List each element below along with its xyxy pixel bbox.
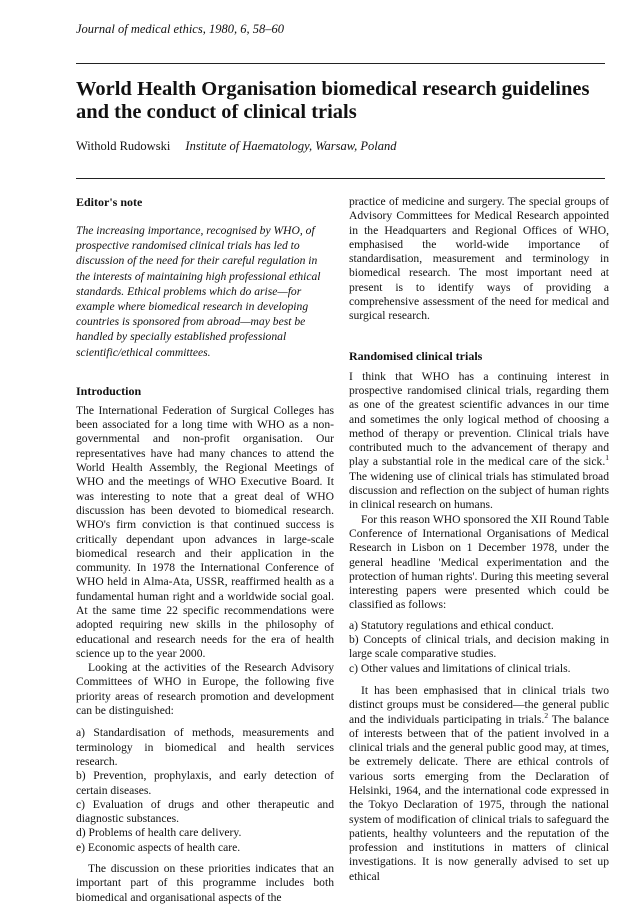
rct-paragraph-3-text-b: The balance of interests between that of the patient involved in a clinical trials and the general public good may, at times, be extremely delicate. There are ethical controls of various sorts emerging from the Declaration of Helsinki, 1964, and the international code expressed in the Tokyo Declaration of 1975, through the national system of modification of clinical trials to safeguard the patients, healthy volunteers and the reputation of the profession and institutions in matters of clinical investigations. It is now generally advised to set up ethical [349, 712, 609, 883]
continuation-paragraph: practice of medicine and surgery. The special groups of Advisory Committees for Medical Research appointed in the Headquarters and Regional Offices of WHO, emphasised the world-wide importance of standardisation, measurement and terminology in biomedical research. The most important need at present is to identify ways of providing a comprehensive assessment of the need for medical and surgical research. [349, 195, 609, 323]
list-item: b) Prevention, prophylaxis, and early detection of certain diseases. [76, 769, 334, 797]
journal-citation: Journal of medical ethics, 1980, 6, 58–60 [76, 22, 284, 36]
introduction-paragraph-2: Looking at the activities of the Research Advisory Committees of WHO in Europe, the following five priority areas of research promotion and development can be distinguished: [76, 661, 334, 718]
randomised-clinical-trials-heading: Randomised clinical trials [349, 348, 483, 363]
author-line [76, 139, 397, 154]
list-item: c) Other values and limitations of clinical trials. [349, 661, 571, 675]
introduction-heading: Introduction [76, 383, 142, 398]
list-item: e) Economic aspects of health care. [76, 840, 241, 854]
list-item: b) Concepts of clinical trials, and decision making in large scale comparative studies. [349, 633, 609, 661]
editors-note-text: The increasing importance, recognised by WHO, of prospective randomised clinical trials has led to discussion of the need for their careful regulation in the interests of maintaining high professional ethical standards. Ethical problems which do arise—for example where biomedical research in developing countries is sponsored from abroad—may best be handled by specially established professional scientific/ethical committees. [76, 224, 321, 359]
introduction-paragraph-3: The discussion on these priorities indicates that an important part of this programme includes both biomedical and organisational aspects of the [76, 862, 334, 904]
list-item: c) Evaluation of drugs and other therapeutic and diagnostic substances. [76, 797, 334, 826]
left-column [76, 195, 334, 905]
list-item: d) Problems of health care delivery. [76, 826, 242, 840]
editors-note-heading: Editor's note [76, 195, 143, 209]
reference-2: 2 [544, 710, 549, 720]
author-name: Withold Rudowski [76, 139, 171, 153]
header-rule [76, 63, 605, 64]
rct-paragraph-1-text-b: The widening use of clinical trials has stimulated broad discussion and reflection on the subject of human rights in clinical research on humans. [349, 469, 609, 512]
title-block-rule [76, 178, 605, 179]
list-item: a) Statutory regulations and ethical conduct. [349, 618, 554, 632]
list-item: a) Standardisation of methods, measurements and terminology in biomedical and health services research. [76, 726, 334, 768]
rct-paragraph-1 [349, 370, 609, 513]
right-column [349, 195, 609, 884]
rct-paragraph-3-text-a: It has been emphasised that in clinical trials two distinct groups must be considered—the general public and the individuals participating in trials. [349, 683, 609, 726]
rct-paragraph-3 [349, 684, 609, 884]
article-title: World Health Organisation biomedical research guidelines and the conduct of clinical trials [76, 78, 590, 123]
rct-paragraph-2: For this reason WHO sponsored the XII Round Table Conference of International Organisations of Medical Research in Lisbon on 1 December 1978, under the general headline 'Medical experimentation and the protection of human rights'. During this meeting several interesting papers were presented which could be classified as follows: [349, 512, 609, 612]
rct-paragraph-1-text-a: I think that WHO has a continuing interest in prospective randomised clinical trials, regarding them as one of the greatest scientific advances in our time and sometimes the only logical method of choosing a method of therapy or prevention. Clinical trials have contributed much to the advancement of therapy and play a substantial role in the medical care of the sick. [349, 369, 609, 469]
introduction-paragraph-1: The International Federation of Surgical Colleges has been associated for a long time with WHO as a non-governmental and non-profit organisation. Our representatives have had many chances to attend the World Health Assembly, the Regional Meetings of WHO and the meetings of WHO Executive Board. It was interesting to note that a great deal of WHO discussion has been devoted to biomedical research. WHO's firm conviction is that continued success is critically dependant upon advances in large-scale biomedical research and their application in the community. In 1978 the International Conference of WHO held in Alma-Ata, USSR, reaffirmed health as a fundamental human right and a worldwide social goal. At the same time 22 specific recommendations were adopted requiring new skills in the philosophy of educational and research needs for the era of health science up to the year 2000. [76, 403, 334, 660]
priority-areas-list [76, 726, 334, 855]
classification-list [349, 619, 609, 676]
reference-1: 1 [605, 453, 609, 463]
author-affiliation: Institute of Haematology, Warsaw, Poland [185, 139, 397, 153]
